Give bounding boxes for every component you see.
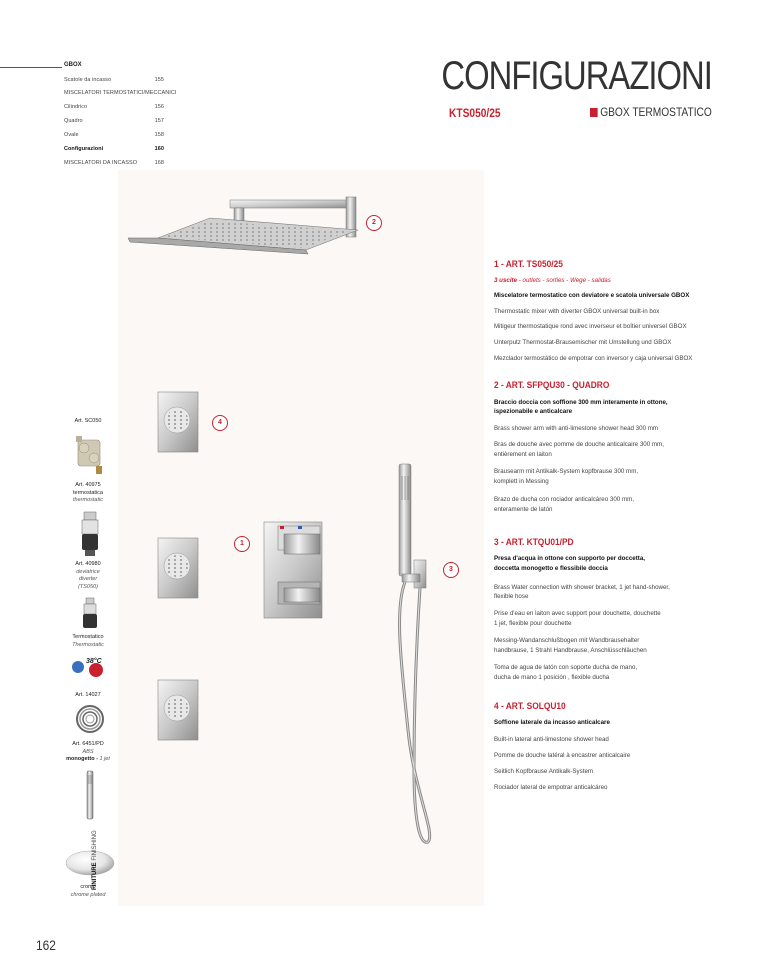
shower-hose-image xyxy=(72,703,108,735)
thermostatic-mixer xyxy=(264,522,322,618)
section-4-line: Seitlich Kopfbrause Antikalk-System xyxy=(494,768,594,775)
callout-4: 4 xyxy=(212,415,228,431)
termostatico-label: Termostatico Thermostatic xyxy=(72,634,104,648)
index-item-page: 168 xyxy=(154,160,164,166)
index-item-page: 157 xyxy=(154,118,164,124)
built-in-box-image xyxy=(74,430,106,478)
shower-set-illustration xyxy=(118,170,484,906)
hand-shower-set xyxy=(399,464,430,842)
hand-shower-image xyxy=(84,770,96,820)
index-item-label: MISCELATORI DA INCASSO xyxy=(64,160,138,166)
section-3-line: Prise d'eau en laiton avec support pour douchette, douchette xyxy=(494,610,661,617)
index-item-page: 158 xyxy=(154,132,164,138)
section-1-line: Mitigeur thermostatique rond avec inverseur et boîtier universel GBOX xyxy=(494,323,687,330)
body-jet-bottom xyxy=(158,680,198,740)
section-1-line: Mezclador termostático de empotrar con inversor y caja universal GBOX xyxy=(494,355,693,362)
section-3-line: Messing-Wandanschlußbogen mit Wandbrausehalter xyxy=(494,637,640,644)
body-jet-top xyxy=(158,392,198,452)
finishing-vertical-label: FINITURE FINISHING xyxy=(92,830,98,890)
kit-tag-text: GBOX TERMOSTATICO xyxy=(600,105,712,119)
section-3-line: Presa d'acqua in ottone con supporto per doccetta, xyxy=(494,555,646,562)
diverter-cartridge-image xyxy=(78,596,102,632)
art-14027-label: Art. 14027 xyxy=(75,692,101,698)
index-rule xyxy=(0,67,62,68)
section-2-line: enteramente de latón xyxy=(494,506,553,513)
overhead-shower-head xyxy=(128,197,358,254)
kit-tag xyxy=(590,105,712,119)
section-1-line: Unterputz Thermostat-Brausemischer mit Umstellung und GBOX xyxy=(494,339,672,346)
index-item-label: Ovale xyxy=(64,132,79,138)
chrome-finish-swatch xyxy=(64,848,116,878)
section-2-line: Brass shower arm with anti-limestone shower head 300 mm xyxy=(494,425,659,432)
art-6451-label: Art. 6451/PD ABS monogetto - 1 jet xyxy=(66,741,110,762)
section-1-title: 1 - ART. TS050/25 xyxy=(494,259,563,270)
section-2-title: 2 - ART. SFPQU30 - QUADRO xyxy=(494,380,610,391)
section-1-line: Thermostatic mixer with diverter GBOX universal built-in box xyxy=(494,308,660,315)
temperature-label: 38°C xyxy=(86,658,102,665)
section-1-line: Miscelatore termostatico con deviatore e scatola universale GBOX xyxy=(494,292,690,299)
callout-3: 3 xyxy=(443,562,459,578)
section-3-line: Brass Water connection with shower bracket, 1 jet hand-shower, xyxy=(494,584,670,591)
thermostatic-cartridge-image xyxy=(78,510,102,558)
index-item-label: Quadro xyxy=(64,118,83,124)
callout-1: 1 xyxy=(234,536,250,552)
art-40975-label: Art. 40975 termostatica thermostatic xyxy=(73,482,103,503)
body-jet-middle xyxy=(158,538,198,598)
section-4-line: Soffione laterale da incasso anticalcare xyxy=(494,719,610,726)
index-item-label: Configurazioni xyxy=(64,146,104,152)
red-square-icon xyxy=(590,108,598,117)
art-sc050-label: Art. SC050 xyxy=(74,418,102,424)
section-2-line: entièrement en laiton xyxy=(494,451,552,458)
page-title: CONFIGURAZIONI xyxy=(441,54,712,98)
section-4-line: Rociador lateral de empotrar anticalcáreo xyxy=(494,784,608,791)
section-3-line: doccetta monogetto e flessibile doccia xyxy=(494,565,608,572)
index-item-label: Scatole da incasso xyxy=(64,77,112,83)
index-item-page: 155 xyxy=(154,77,164,83)
section-4-title: 4 - ART. SOLQU10 xyxy=(494,701,566,712)
section-3-line: Toma de agua de latón con soporte ducha de mano, xyxy=(494,664,638,671)
section-3-title: 3 - ART. KTQU01/PD xyxy=(494,537,574,548)
index-heading: GBOX xyxy=(64,62,82,68)
page-number: 162 xyxy=(36,937,56,953)
kit-code: KTS050/25 xyxy=(449,106,501,120)
finish-label: cromo chrome plated xyxy=(70,884,106,898)
section-1-outlets: 3 uscite - outlets - sorties - Wege - salidas xyxy=(494,277,611,284)
section-4-line: Built-in lateral anti-limestone shower head xyxy=(494,736,609,743)
section-2-line: Bras de douche avec pomme de douche anticalcaire 300 mm, xyxy=(494,441,664,448)
section-3-line: handbrause, 1 StrahI Handbrause, Anschlüsschläuchen xyxy=(494,647,647,654)
index-item-page: 156 xyxy=(154,104,164,110)
callout-2: 2 xyxy=(366,215,382,231)
section-2-line: komplett in Messing xyxy=(494,478,549,485)
art-40980-label: Art. 40980 deviatrice diverter (TS050) xyxy=(75,561,101,590)
section-3-line: flexible hose xyxy=(494,593,529,600)
index-item-label: MISCELATORI TERMOSTATICI/MECCANICI xyxy=(64,90,177,96)
section-2-line: Brazo de ducha con rociador anticalcáreo 300 mm, xyxy=(494,496,634,503)
index-item-label: Cilindrico xyxy=(64,104,88,110)
section-2-line: Brausearm mit Antikalk-System kopfbrause 300 mm, xyxy=(494,468,639,475)
section-3-line: ducha de mano 1 posición , flexible ducha xyxy=(494,674,610,681)
index-item-page: 160 xyxy=(154,146,164,152)
section-2-line: ispezionabile e anticalcare xyxy=(494,408,573,415)
section-2-line: Braccio doccia con soffione 300 mm interamente in ottone, xyxy=(494,399,668,406)
section-4-line: Pomme de douche latéral à encastrer anticalcaire xyxy=(494,752,631,759)
section-3-line: 1 jet, flexible pour douchette xyxy=(494,620,572,627)
